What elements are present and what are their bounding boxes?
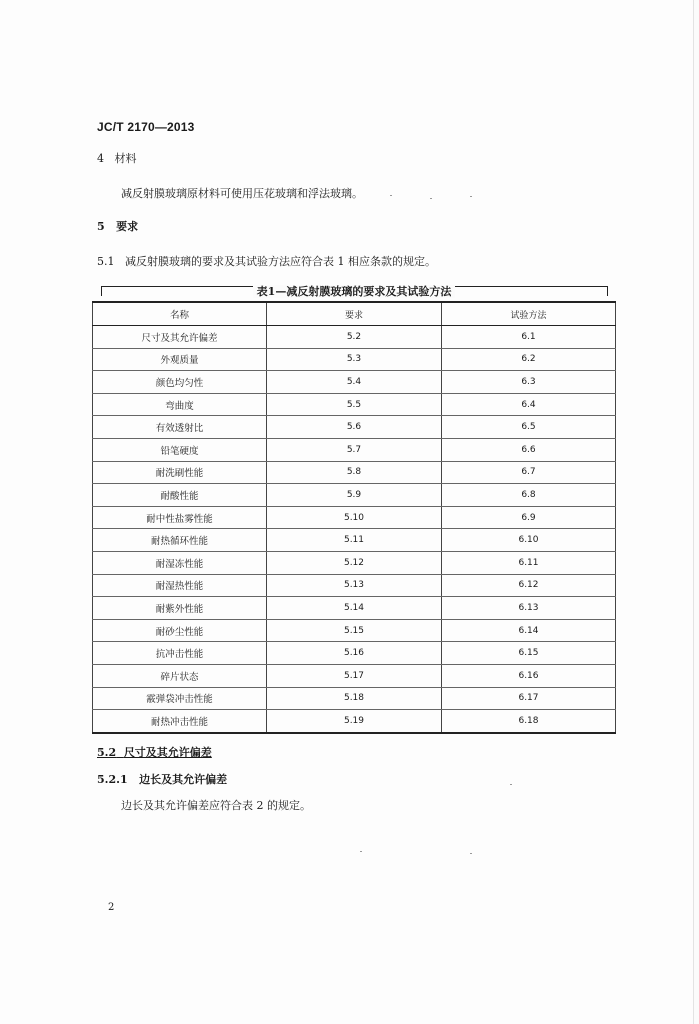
- cell-test-method: 6.16: [442, 664, 616, 687]
- clause-5-2-1-heading: [97, 771, 227, 787]
- cell-requirement: 5.19: [267, 710, 442, 733]
- cell-requirement: 5.17: [267, 664, 442, 687]
- table-row: [93, 484, 616, 507]
- cell-requirement: 5.8: [267, 461, 442, 484]
- cell-requirement: 5.7: [267, 438, 442, 461]
- cell-requirement: 5.3: [267, 348, 442, 371]
- cell-requirement: 5.5: [267, 393, 442, 416]
- cell-name: 碎片状态: [93, 664, 267, 687]
- cell-requirement: 5.13: [267, 574, 442, 597]
- table-row: [93, 574, 616, 597]
- cell-requirement: 5.10: [267, 506, 442, 529]
- table-row: [93, 619, 616, 642]
- table-row: [93, 710, 616, 733]
- scan-speck: [470, 853, 472, 854]
- scan-speck: [430, 198, 432, 199]
- clause-5-2-heading: [97, 744, 212, 760]
- cell-test-method: 6.18: [442, 710, 616, 733]
- table-row: [93, 371, 616, 394]
- cell-requirement: 5.14: [267, 597, 442, 620]
- cell-name: 尺寸及其允许偏差: [93, 326, 267, 349]
- header-requirement: 要求: [267, 302, 442, 326]
- table-row: [93, 348, 616, 371]
- clause-5-1-number: 5.1: [97, 255, 115, 268]
- header-name: 名称: [93, 302, 267, 326]
- cell-name: 铅笔硬度: [93, 438, 267, 461]
- cell-test-method: 6.2: [442, 348, 616, 371]
- requirements-table: [92, 301, 616, 734]
- section-5-number: 5: [97, 220, 105, 233]
- cell-name: 耐湿冻性能: [93, 551, 267, 574]
- table-row: [93, 461, 616, 484]
- section-5-heading: [97, 218, 138, 234]
- cell-name: 抗冲击性能: [93, 642, 267, 665]
- cell-name: 耐热循环性能: [93, 529, 267, 552]
- cell-name: 霰弹袋冲击性能: [93, 687, 267, 710]
- cell-name: 外观质量: [93, 348, 267, 371]
- table-row: [93, 438, 616, 461]
- table-row: [93, 664, 616, 687]
- cell-test-method: 6.17: [442, 687, 616, 710]
- cell-name: 耐中性盐雾性能: [93, 506, 267, 529]
- cell-test-method: 6.10: [442, 529, 616, 552]
- cell-requirement: 5.11: [267, 529, 442, 552]
- cell-test-method: 6.13: [442, 597, 616, 620]
- cell-requirement: 5.9: [267, 484, 442, 507]
- cell-test-method: 6.11: [442, 551, 616, 574]
- clause-5-1: [97, 253, 436, 269]
- cell-requirement: 5.18: [267, 687, 442, 710]
- cell-name: 耐砂尘性能: [93, 619, 267, 642]
- cell-requirement: 5.6: [267, 416, 442, 439]
- table-row: [93, 393, 616, 416]
- cell-requirement: 5.2: [267, 326, 442, 349]
- cell-test-method: 6.15: [442, 642, 616, 665]
- cell-name: 耐湿热性能: [93, 574, 267, 597]
- clause-5-2-number: 5.2: [97, 746, 117, 759]
- cell-test-method: 6.14: [442, 619, 616, 642]
- table-row: [93, 326, 616, 349]
- scan-speck: [390, 195, 392, 196]
- table-caption: 表1—减反射膜玻璃的要求及其试验方法: [91, 280, 617, 299]
- cell-test-method: 6.5: [442, 416, 616, 439]
- scan-speck: [360, 851, 362, 852]
- cell-test-method: 6.4: [442, 393, 616, 416]
- cell-test-method: 6.12: [442, 574, 616, 597]
- cell-requirement: 5.12: [267, 551, 442, 574]
- standard-code: JC/T 2170—2013: [97, 120, 195, 134]
- cell-requirement: 5.15: [267, 619, 442, 642]
- scan-speck: [470, 196, 472, 197]
- clause-5-2-title: 尺寸及其允许偏差: [123, 746, 212, 759]
- cell-name: 有效透射比: [93, 416, 267, 439]
- table-row: [93, 529, 616, 552]
- table-header-row: [93, 302, 616, 326]
- scan-speck: [510, 784, 512, 785]
- cell-name: 弯曲度: [93, 393, 267, 416]
- page-number: 2: [108, 902, 115, 913]
- table-row: [93, 597, 616, 620]
- cell-requirement: 5.4: [267, 371, 442, 394]
- cell-name: 耐热冲击性能: [93, 710, 267, 733]
- table-row: [93, 506, 616, 529]
- section-4-heading: [97, 150, 137, 166]
- cell-test-method: 6.6: [442, 438, 616, 461]
- clause-5-2-1-paragraph: 边长及其允许偏差应符合表 2 的规定。: [121, 799, 311, 812]
- clause-5-2-1-title: 边长及其允许偏差: [139, 773, 228, 786]
- cell-test-method: 6.9: [442, 506, 616, 529]
- cell-test-method: 6.8: [442, 484, 616, 507]
- cell-name: 耐紫外性能: [93, 597, 267, 620]
- table-row: [93, 687, 616, 710]
- section-4-number: 4: [97, 152, 104, 165]
- cell-name: 耐洗刷性能: [93, 461, 267, 484]
- cell-requirement: 5.16: [267, 642, 442, 665]
- clause-5-2-1-number: 5.2.1: [97, 773, 128, 786]
- section-4-paragraph: 减反射膜玻璃原材料可使用压花玻璃和浮法玻璃。: [121, 187, 363, 200]
- header-test-method: 试验方法: [442, 302, 616, 326]
- requirements-table-block: [91, 280, 617, 759]
- cell-test-method: 6.7: [442, 461, 616, 484]
- section-5-title: 要求: [116, 220, 139, 233]
- table-row: [93, 642, 616, 665]
- cell-test-method: 6.3: [442, 371, 616, 394]
- section-4-title: 材料: [114, 152, 137, 165]
- table-row: [93, 416, 616, 439]
- clause-5-1-text: 减反射膜玻璃的要求及其试验方法应符合表 1 相应条款的规定。: [125, 255, 436, 268]
- cell-name: 颜色均匀性: [93, 371, 267, 394]
- cell-name: 耐酸性能: [93, 484, 267, 507]
- cell-test-method: 6.1: [442, 326, 616, 349]
- table-row: [93, 551, 616, 574]
